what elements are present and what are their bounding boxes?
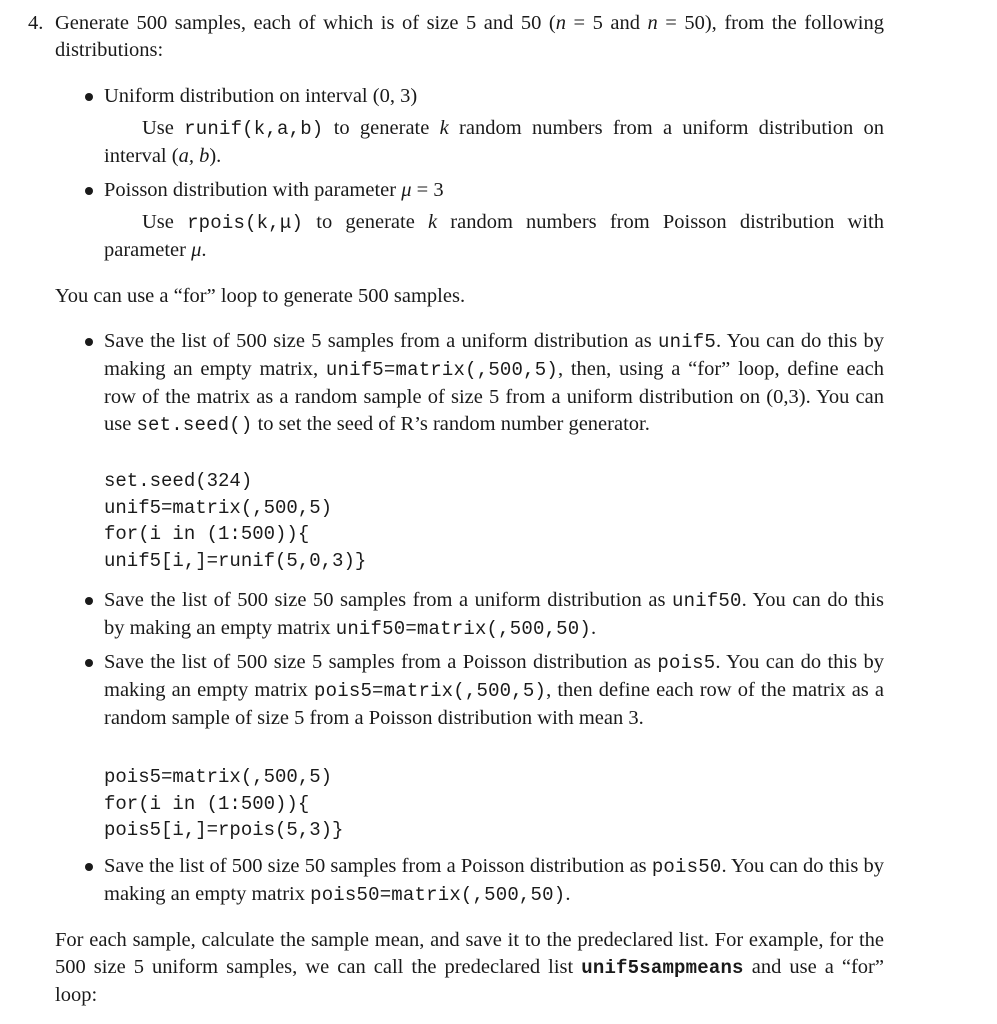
code-inline: rpois(k,μ) — [187, 212, 304, 234]
distribution-uniform-title: Uniform distribution on interval (0, 3) — [104, 85, 418, 107]
code-inline: pois5=matrix(,500,5) — [314, 680, 547, 702]
bullet-icon — [85, 597, 93, 605]
bullet-icon — [85, 338, 93, 346]
code-inline: pois5 — [657, 652, 716, 674]
bullet-icon — [85, 863, 93, 871]
code-inline: unif5sampmeans — [581, 957, 744, 979]
distribution-poisson-title: Poisson distribution with parameter μ = 3 — [104, 179, 444, 201]
code-inline: unif5 — [657, 331, 716, 353]
final-paragraph: For each sample, calculate the sample mean, and save it to the predeclared list. For example, for the 500 size 5 uniform samples, we can call the predeclared list unif5sampmeans and use a “for” loop: — [55, 929, 884, 1006]
bullet-icon — [85, 659, 93, 667]
code-inline: pois50 — [651, 856, 722, 878]
step-unif50: Save the list of 500 size 50 samples from a uniform distribution as unif50. You can do this by making an empty matrix unif50=matrix(,500,50). — [104, 589, 884, 640]
code-inline: set.seed() — [136, 414, 253, 436]
problem-intro: Generate 500 samples, each of which is of size 5 and 50 (n = 5 and n = 50), from the following distributions: — [55, 12, 884, 61]
problem-number: 4. — [28, 12, 44, 34]
distribution-poisson-desc: Use rpois(k,μ) to generate k random numbers from Poisson distribution with parameter μ. — [104, 211, 884, 261]
step-unif5: Save the list of 500 size 5 samples from a uniform distribution as unif5. You can do this by making an empty matrix, unif5=matrix(,500,5), then, using a “for” loop, define each row of the matrix as a random sample of size 5 from a uniform distribution on (0,3). You can use set.seed() to set the seed of R’s random number generator. — [104, 330, 884, 436]
bullet-icon — [85, 187, 93, 195]
step-pois50: Save the list of 500 size 50 samples from a Poisson distribution as pois50. You can do this by making an empty matrix pois50=matrix(,500,50). — [104, 855, 885, 906]
code-block-pois5: pois5=matrix(,500,5) for(i in (1:500)){ pois5[i,]=rpois(5,3)} — [104, 766, 344, 841]
code-inline: runif(k,a,b) — [184, 118, 324, 140]
distribution-uniform-desc: Use runif(k,a,b) to generate k random numbers from a uniform distribution on interval (a, b). — [104, 117, 884, 167]
code-inline: unif5=matrix(,500,5) — [325, 359, 558, 381]
loop-note: You can use a “for” loop to generate 500 samples. — [55, 285, 466, 307]
code-inline: unif50=matrix(,500,50) — [335, 618, 591, 640]
bullet-icon — [85, 93, 93, 101]
code-block-unif5: set.seed(324) unif5=matrix(,500,5) for(i in (1:500)){ unif5[i,]=runif(5,0,3)} — [104, 470, 367, 572]
step-pois5: Save the list of 500 size 5 samples from a Poisson distribution as pois5. You can do this by making an empty matrix pois5=matrix(,500,5), then define each row of the matrix as a random sample of size 5 from a Poisson distribution with mean 3. — [104, 651, 884, 729]
code-inline: unif50 — [671, 590, 742, 612]
code-inline: pois50=matrix(,500,50) — [310, 884, 566, 906]
